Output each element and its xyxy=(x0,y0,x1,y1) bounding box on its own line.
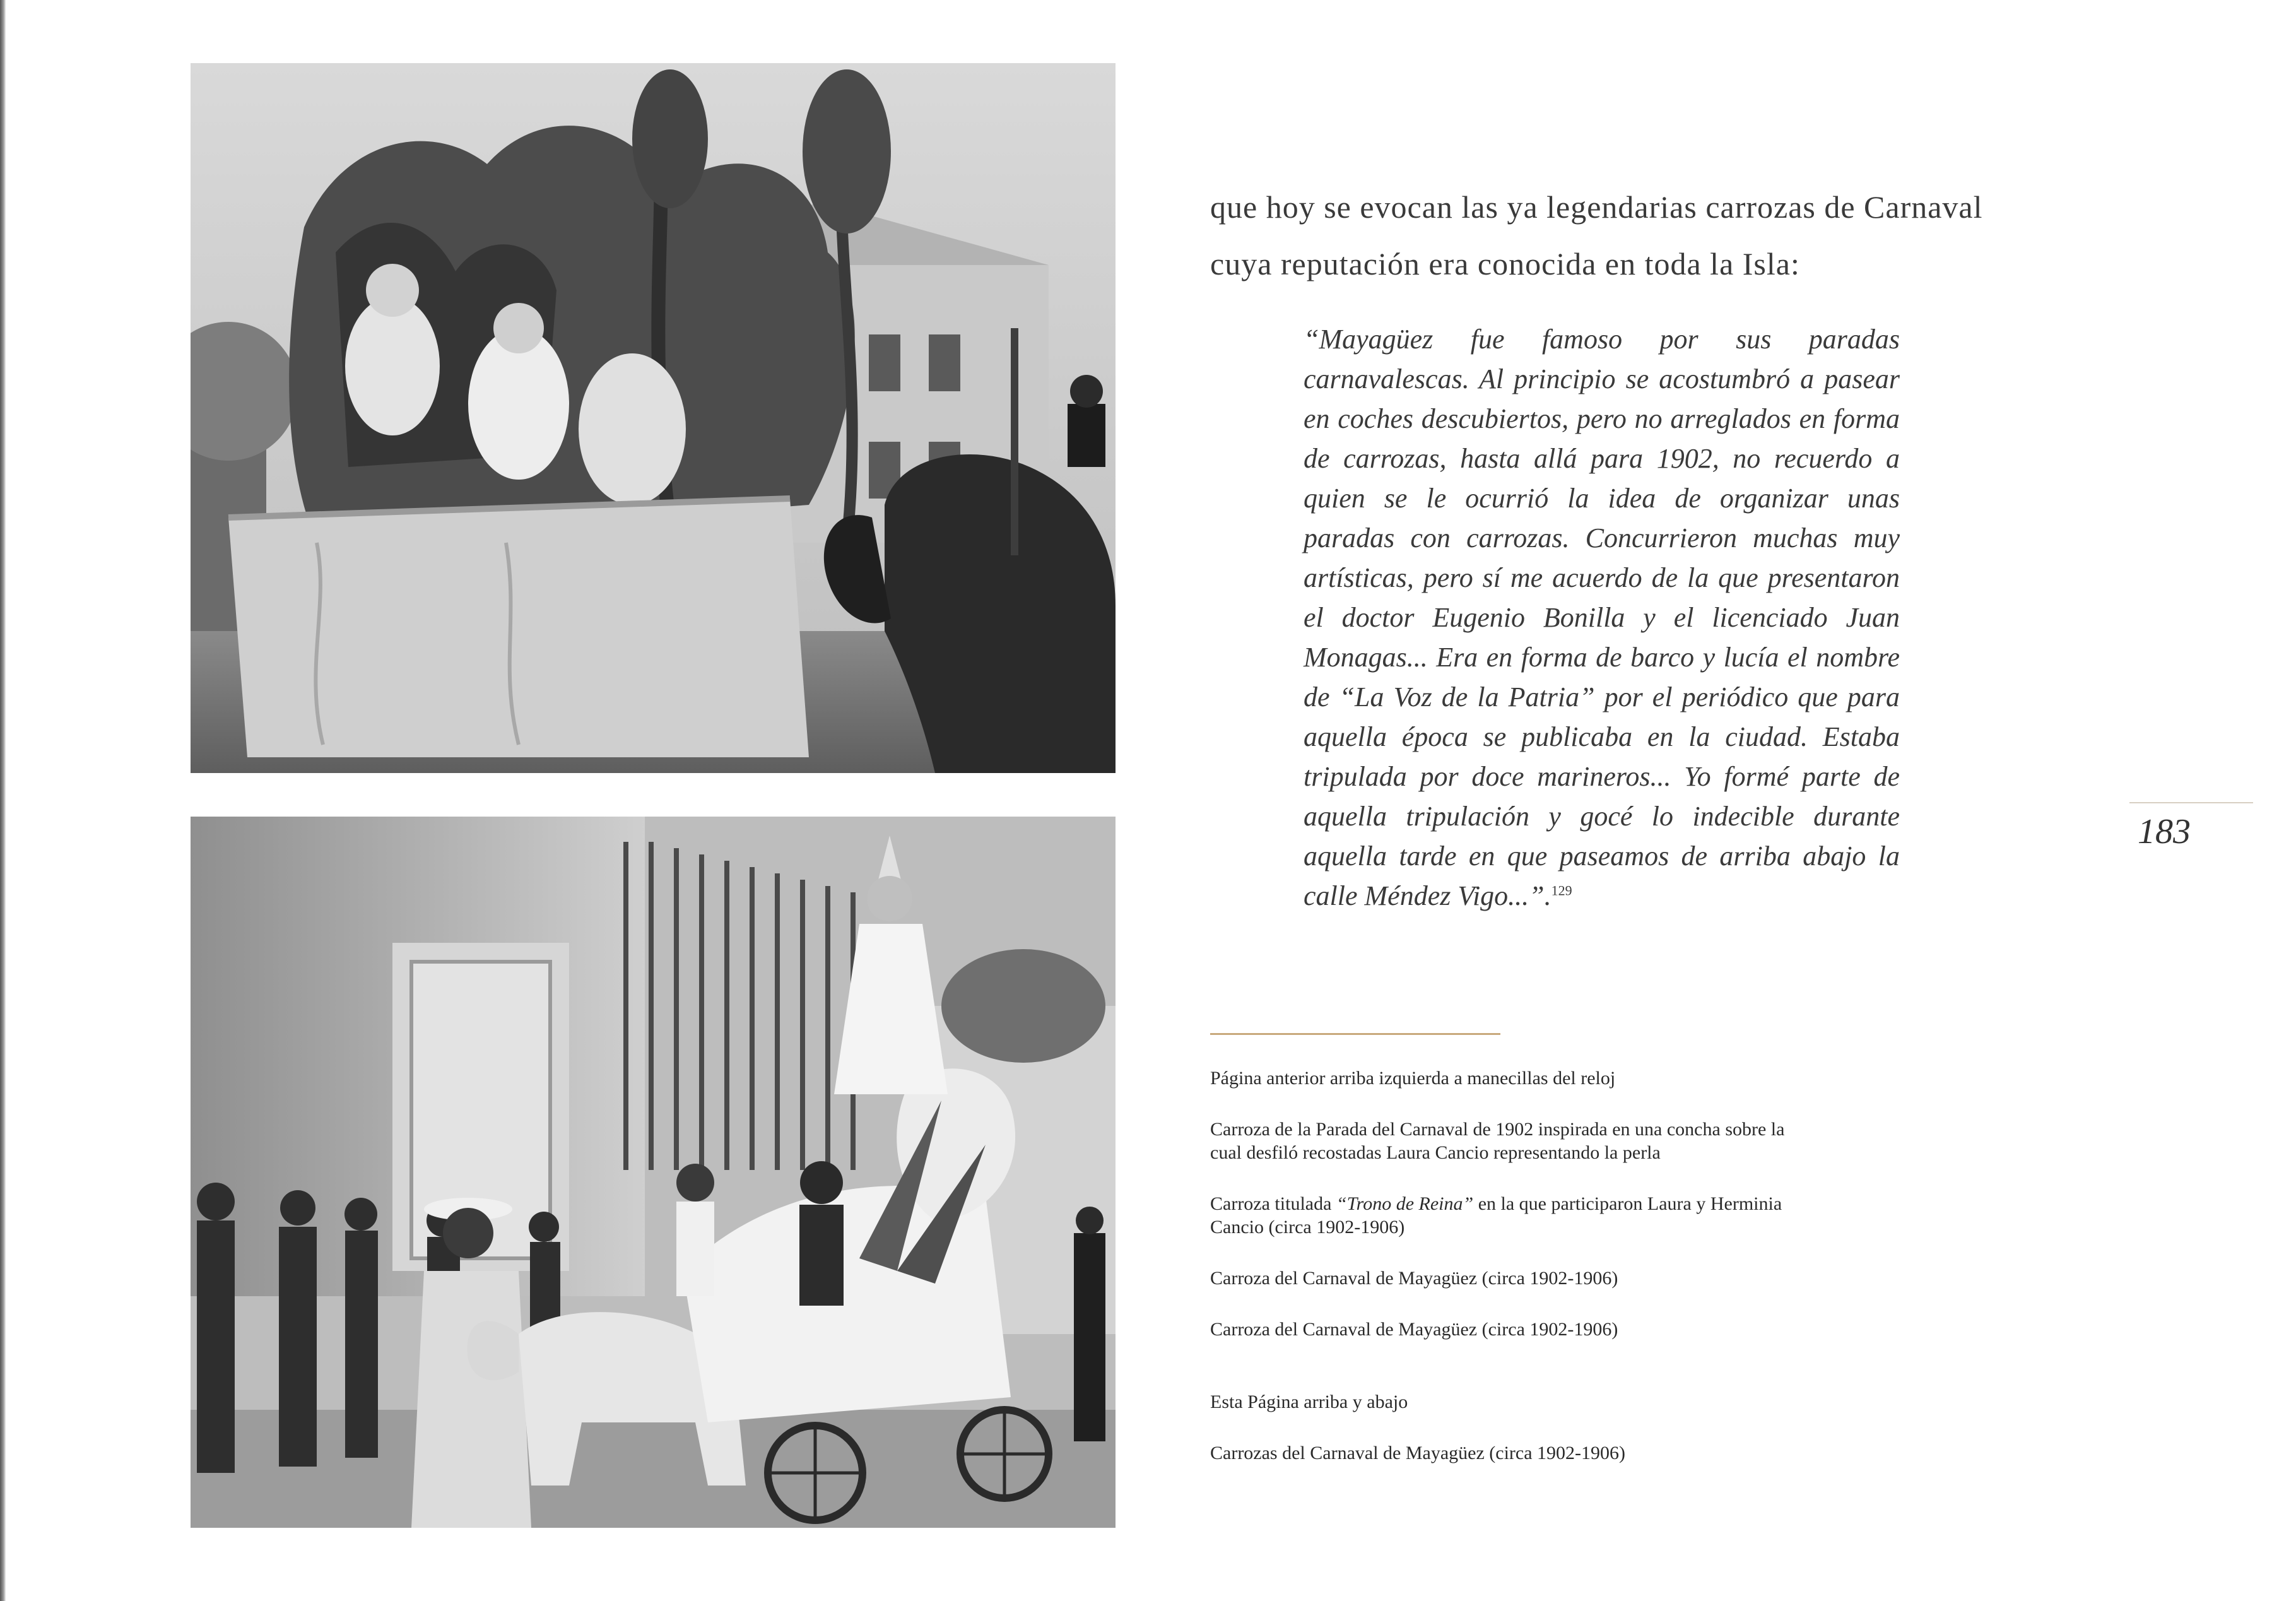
intro-line-2: cuya reputación era conocida en toda la Isla: xyxy=(1210,246,1800,281)
page-binding-edge xyxy=(0,0,6,1601)
caption-heading-this-page xyxy=(1210,1390,1816,1414)
caption-item xyxy=(1210,1441,1816,1465)
caption-item xyxy=(1210,1318,1816,1341)
caption-text xyxy=(1210,1192,1816,1239)
caption-text: Carroza del Carnaval de Mayagüez (circa 1902-1906) xyxy=(1210,1268,1618,1289)
caption-heading-text: Página anterior arriba izquierda a manecillas del reloj xyxy=(1210,1068,1616,1089)
caption-prefix: Carroza titulada xyxy=(1210,1193,1336,1214)
page-number: 183 xyxy=(2138,812,2191,851)
caption-item xyxy=(1210,1118,1816,1164)
caption-float-title: “Trono de Reina” xyxy=(1336,1193,1474,1214)
caption-heading-previous-page xyxy=(1210,1066,1816,1090)
photo-bottom-illustration xyxy=(191,817,1116,1528)
carnival-float-photo-top xyxy=(191,63,1116,773)
intro-line-1: que hoy se evocan las ya legendarias carrozas de Carnaval xyxy=(1210,189,1983,225)
photo-top-illustration xyxy=(191,63,1116,773)
caption-rule xyxy=(1210,1033,1500,1035)
block-quote xyxy=(1304,319,1900,916)
caption-item xyxy=(1210,1192,1816,1239)
captions-block xyxy=(1210,1066,1816,1492)
caption-text: Carroza del Carnaval de Mayagüez (circa 1902-1906) xyxy=(1210,1319,1618,1340)
intro-paragraph xyxy=(1210,179,2030,292)
quote-text: “Mayagüez fue famoso por sus paradas carnavalescas. Al principio se acostumbró a pasear en coches descubiertos, pero no arreglados en forma de carrozas, hasta allá para 1902, no recuerdo a quien se le ocurrió la idea de organizar unas paradas con carrozas. Concurrieron muchas muy artísticas, pero sí me acuerdo de la que presentaron el doctor Eugenio Bonilla y el licenciado Juan Monagas... Era en forma de barco y lucía el nombre de “La Voz de la Patria” por el periódico que para aquella época se publicaba en la ciudad. Estaba tripulada por doce marineros... Yo formé parte de aquella tripulación y gocé lo indecible durante aquella tarde en que paseamos de arriba abajo la calle Méndez Vigo...”. xyxy=(1304,324,1900,911)
caption-suffix: en la que participaron Laura y Herminia Cancio (circa 1902-1906) xyxy=(1210,1193,1782,1238)
page-number-rule xyxy=(2129,802,2253,803)
quote-paragraph xyxy=(1304,319,1900,916)
caption-heading-text: Esta Página arriba y abajo xyxy=(1210,1391,1408,1412)
caption-text: Carroza de la Parada del Carnaval de 1902 inspirada en una concha sobre la cual desfiló recostadas Laura Cancio representando la perla xyxy=(1210,1119,1785,1163)
footnote-marker: 129 xyxy=(1551,882,1572,899)
carnival-float-photo-bottom xyxy=(191,817,1116,1528)
caption-text: Carrozas del Carnaval de Mayagüez (circa 1902-1906) xyxy=(1210,1443,1626,1463)
caption-item xyxy=(1210,1267,1816,1290)
